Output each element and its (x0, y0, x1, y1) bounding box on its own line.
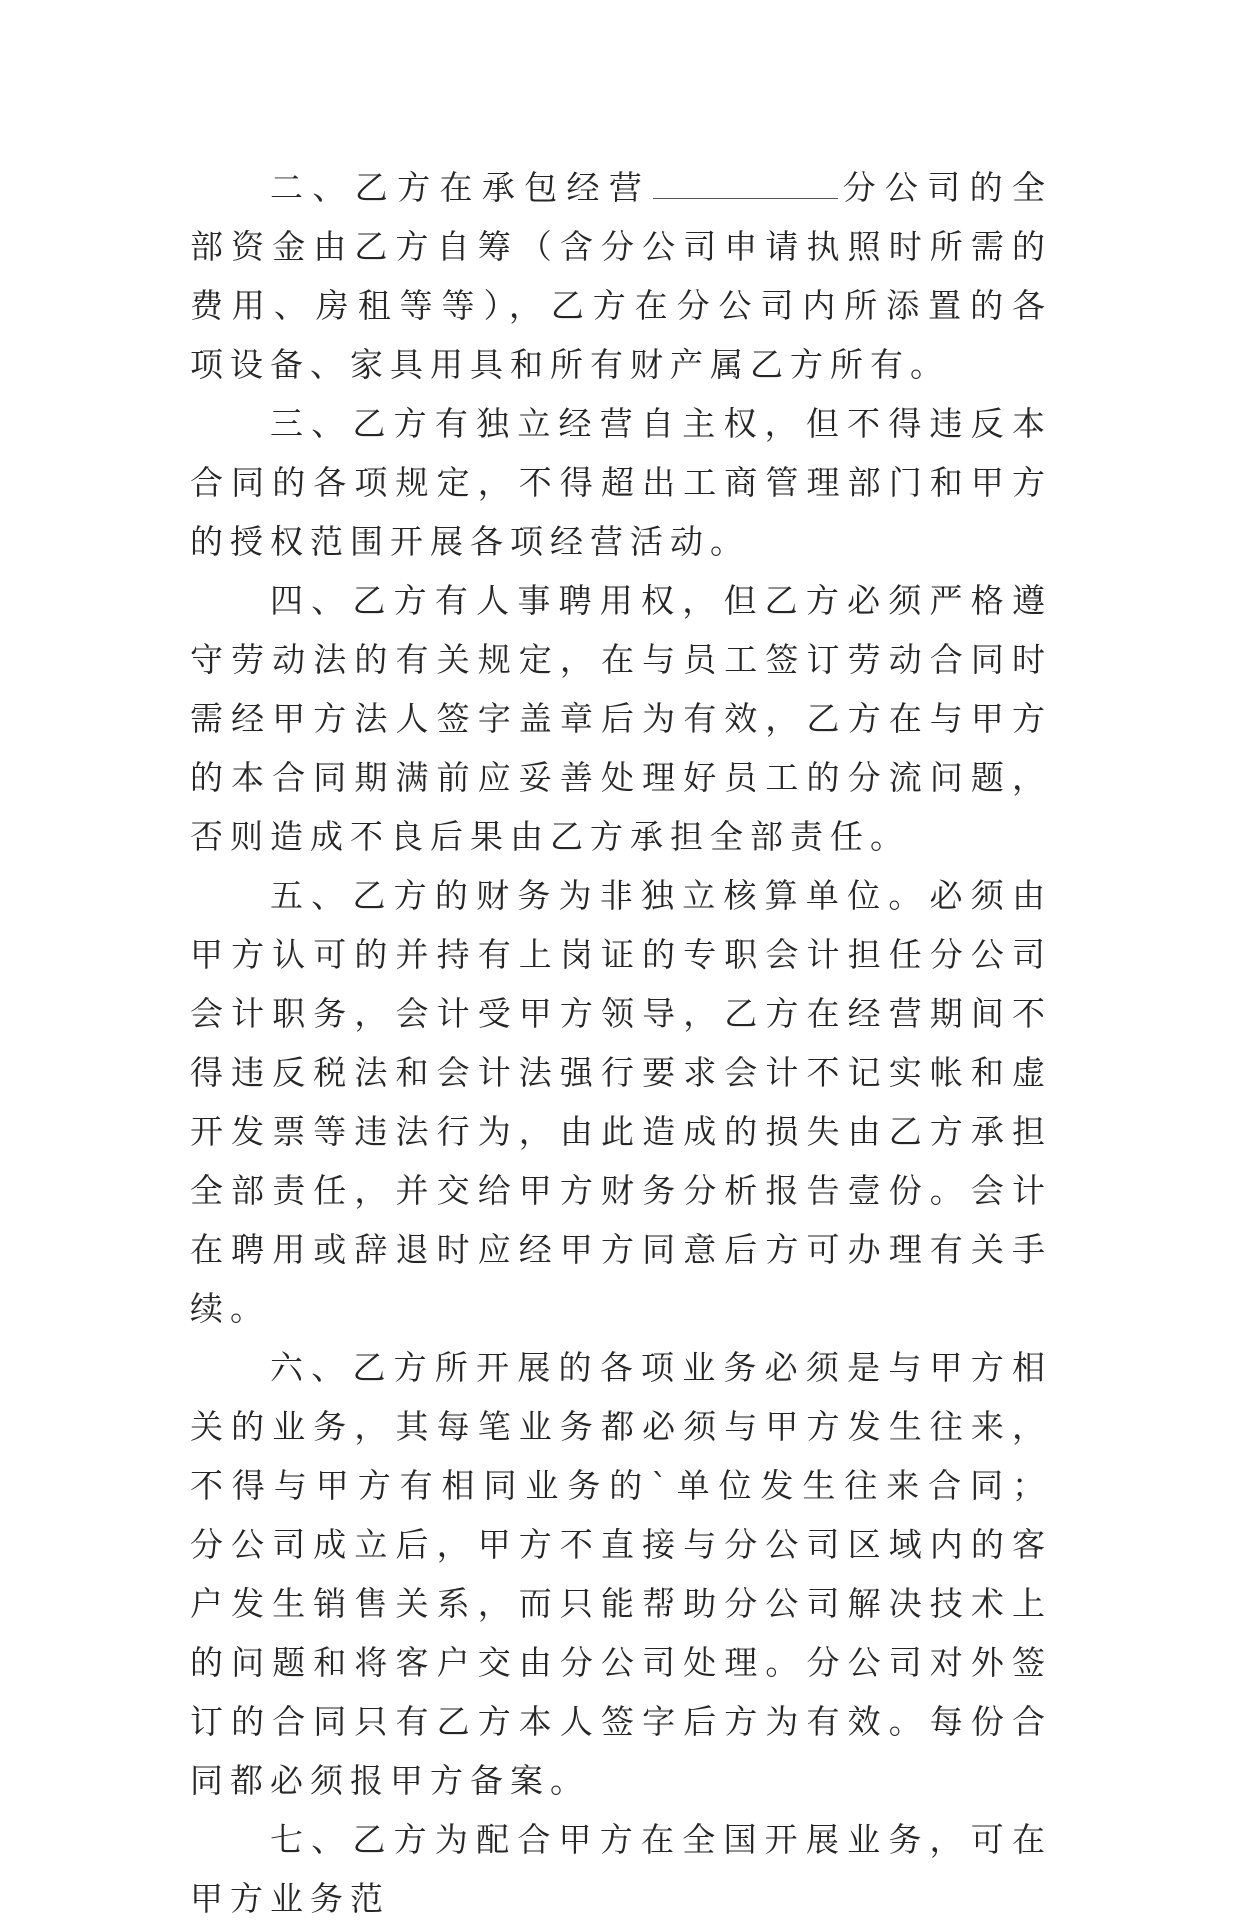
clause-2-lead: 二、乙方在承包经营 (270, 168, 652, 207)
clause-2-rest: 分公司的全部资金由乙方自筹（含分公司申请执照时所需的费用、房租等等），乙方在分公司内所添置的各项设备、家具用具和所有财产属乙方所有。 (190, 168, 1053, 384)
clause-3: 三、乙方有独立经营自主权，但不得违反本合同的各项规定，不得超出工商管理部门和甲方的授权范围开展各项经营活动。 (190, 404, 1052, 561)
clause-4: 四、乙方有人事聘用权，但乙方必须严格遵守劳动法的有关规定，在与员工签订劳动合同时需经甲方法人签字盖章后为有效，乙方在与甲方的本合同期满前应妥善处理好员工的分流问题，否则造成不良后果由乙方承担全部责任。 (190, 581, 1052, 856)
blank-fill-line (653, 168, 838, 199)
clause-5: 五、乙方的财务为非独立核算单位。必须由甲方认可的并持有上岗证的专职会计担任分公司会计职务，会计受甲方领导，乙方在经营期间不得违反税法和会计法强行要求会计不记实帐和虚开发票等违法行为，由此造成的损失由乙方承担全部责任，并交给甲方财务分析报告壹份。会计在聘用或辞退时应经甲方同意后方可办理有关手续。 (190, 876, 1052, 1328)
clause-7: 七、乙方为配合甲方在全国开展业务，可在甲方业务范 (190, 1820, 1052, 1918)
clause-2 (190, 158, 1052, 394)
document-body (190, 158, 1052, 1928)
clause-6: 六、乙方所开展的各项业务必须是与甲方相关的业务，其每笔业务都必须与甲方发生往来，不得与甲方有相同业务的`单位发生往来合同；分公司成立后，甲方不直接与分公司区域内的客户发生销售关系，而只能帮助分公司解决技术上的问题和将客户交由分公司处理。分公司对外签订的合同只有乙方本人签字后方为有效。每份合同都必须报甲方备案。 (190, 1348, 1052, 1800)
